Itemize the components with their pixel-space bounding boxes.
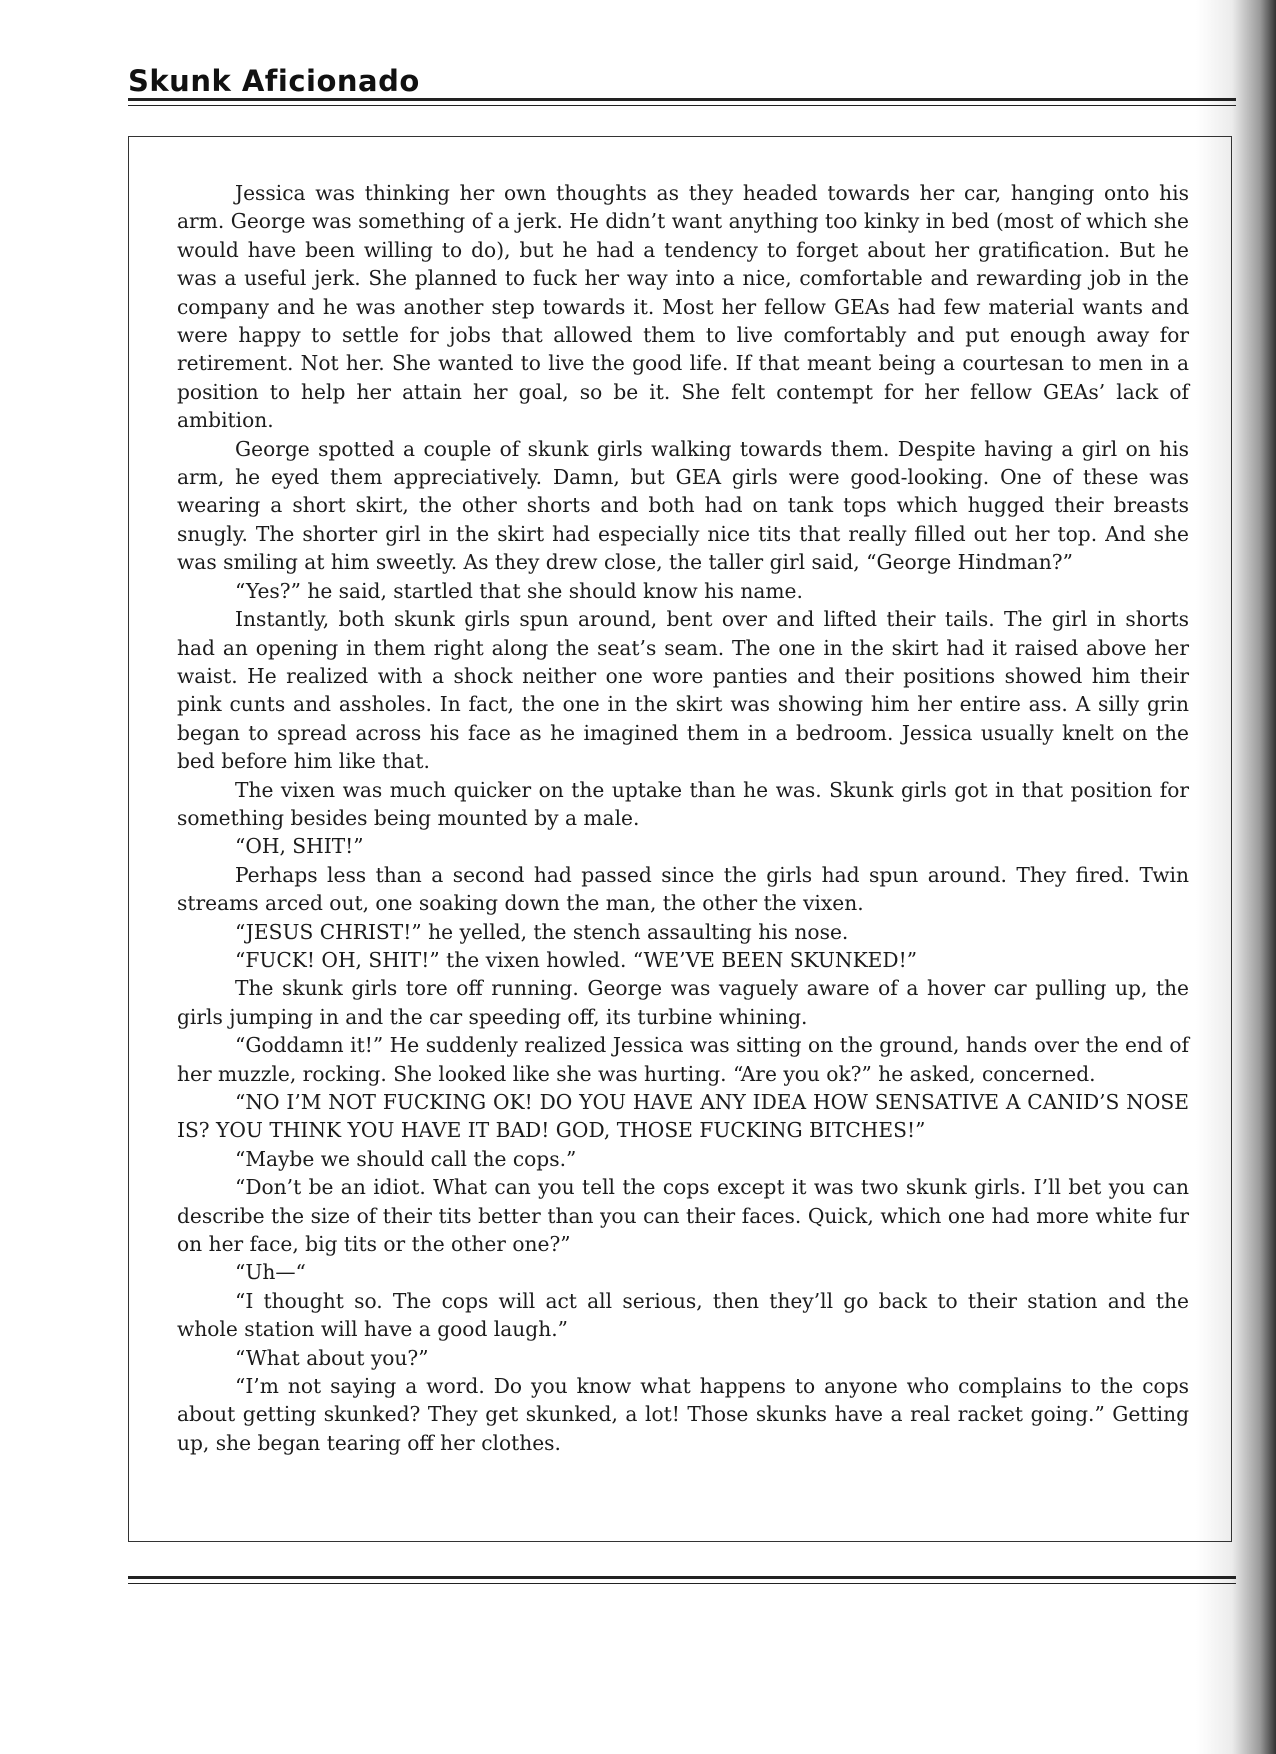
paragraph: George spotted a couple of skunk girls walking towards them. Despite having a girl on his arm, he eyed them appreciatively. Damn, but GEA girls were good-looking. One of these was wearing a short skirt, the other shorts and both had on tank tops which hugged their breasts snugly. The shorter girl in the skirt had especially nice tits that really filled out her top. And she was smiling at him sweetly. As they drew close, the taller girl said, “George Hindman?” [177, 436, 1189, 575]
paragraph: “OH, SHIT!” [235, 834, 364, 859]
story-text-frame [128, 136, 1232, 1542]
paragraph: “JESUS CHRIST!” he yelled, the stench assaulting his nose. [235, 919, 849, 944]
footer-rule-thin [128, 1583, 1236, 1584]
story-body [177, 179, 1189, 1457]
paragraph: “Don’t be an idiot. What can you tell the cops except it was two skunk girls. I’ll bet you can describe the size of their tits better than you can their faces. Quick, which one had more white fur on her face, big tits or the other one?” [177, 1175, 1189, 1257]
paragraph: “I’m not saying a word. Do you know what happens to anyone who complains to the cops about getting skunked? They get skunked, a lot! Those skunks have a real racket going.” Getting up, she began tearing off her clothes. [177, 1374, 1189, 1455]
running-header-title: Skunk Aficionado [128, 64, 420, 98]
paragraph: “Yes?” he said, startled that she should know his name. [235, 578, 803, 603]
paragraph: “Goddamn it!” He suddenly realized Jessica was sitting on the ground, hands over the end of her muzzle, rocking. She looked like she was hurting. “Are you ok?” he asked, concerned. [177, 1033, 1189, 1086]
paragraph: Instantly, both skunk girls spun around, bent over and lifted their tails. The girl in shorts had an opening in them right along the seat’s seam. The one in the skirt had it raised above her waist. He realized with a shock neither one wore panties and their positions showed him their pink cunts and assholes. In fact, the one in the skirt was showing him her entire ass. A silly grin began to spread across his face as he imagined them in a bedroom. Jessica usually knelt on the bed before him like that. [177, 607, 1189, 774]
paragraph: “FUCK! OH, SHIT!” the vixen howled. “WE’VE BEEN SKUNKED!” [235, 947, 918, 972]
paragraph: “I thought so. The cops will act all serious, then they’ll go back to their station and the whole station will have a good laugh.” [177, 1288, 1189, 1342]
paragraph: “Maybe we should call the cops.” [235, 1146, 577, 1171]
header-rule-thin [128, 105, 1236, 106]
paragraph: The vixen was much quicker on the uptake than he was. Skunk girls got in that position for something besides being mounted by a male. [177, 777, 1189, 830]
paragraph: “Uh—“ [235, 1260, 306, 1285]
paragraph: “NO I’M NOT FUCKING OK! DO YOU HAVE ANY IDEA HOW SENSATIVE A CANID’S NOSE IS? YOU THINK YOU HAVE IT BAD! GOD, THOSE FUCKING BITCHES!” [177, 1090, 1189, 1143]
header-rule-thick [128, 98, 1236, 101]
paragraph: The skunk girls tore off running. George was vaguely aware of a hover car pulling up, the girls jumping in and the car speeding off, its turbine whining. [177, 976, 1189, 1029]
paragraph: Jessica was thinking her own thoughts as they headed towards her car, hanging onto his arm. George was something of a jerk. He didn’t want anything too kinky in bed (most of which she would have been willing to do), but he had a tendency to forget about her gratification. But he was a useful jerk. She planned to fuck her way into a nice, comfortable and rewarding job in the company and he was another step towards it. Most her fellow GEAs had few material wants and were happy to settle for jobs that allowed them to live comfortably and put enough away for retirement. Not her. She wanted to live the good life. If that meant being a courtesan to men in a position to help her attain her goal, so be it. She felt contempt for her fellow GEAs’ lack of ambition. [177, 181, 1189, 433]
paragraph: Perhaps less than a second had passed since the girls had spun around. They fired. Twin streams arced out, one soaking down the man, the other the vixen. [177, 862, 1189, 916]
footer-rule-thick [128, 1576, 1236, 1579]
paragraph: “What about you?” [235, 1345, 429, 1370]
